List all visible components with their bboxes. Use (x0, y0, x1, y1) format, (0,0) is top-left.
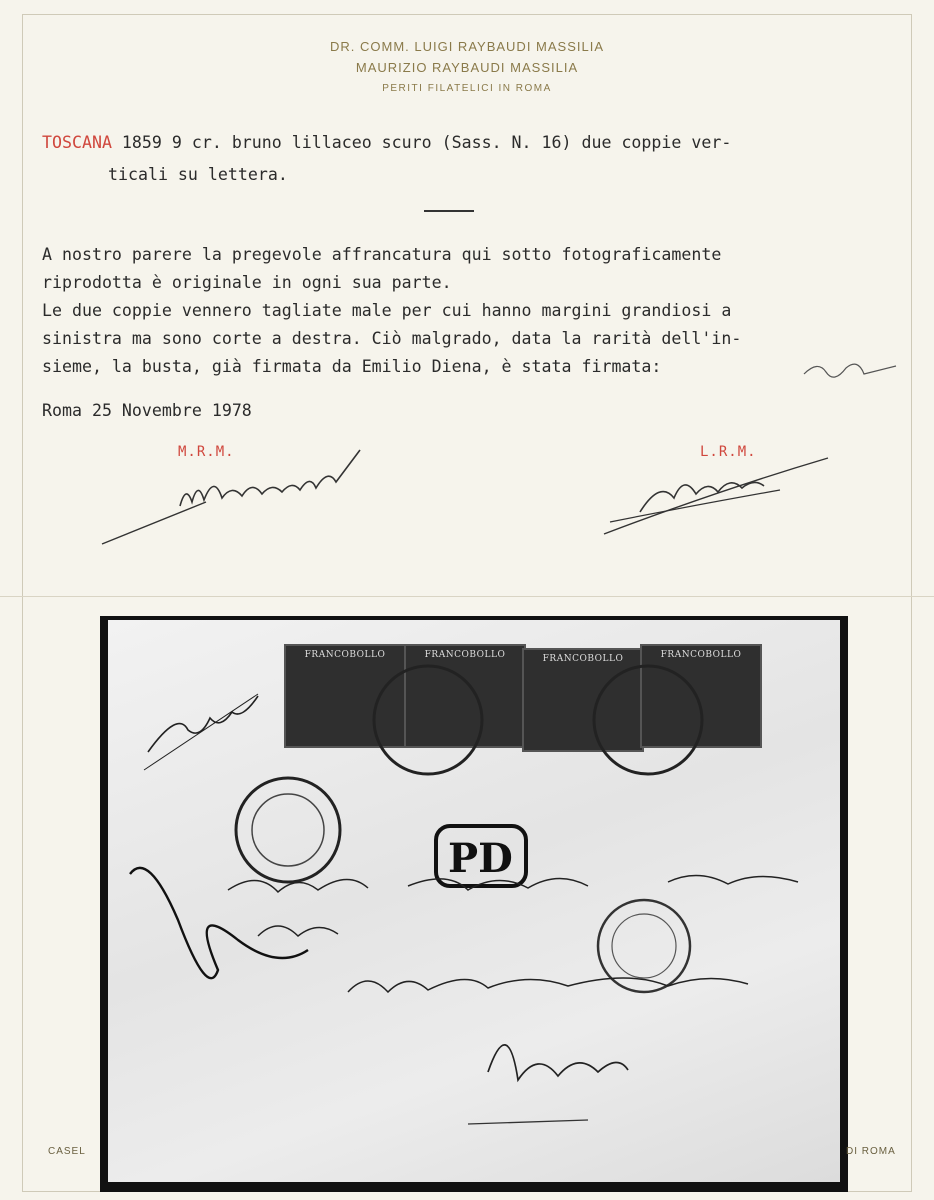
initials-left: M.R.M. (178, 444, 235, 460)
stamp-1-label: FRANCOBOLLO (304, 650, 386, 660)
stamp-3-label: FRANCOBOLLO (542, 654, 624, 664)
footer-left: CASEL (48, 1146, 86, 1157)
pd-mark: PD (448, 835, 513, 882)
signature-right (600, 450, 840, 540)
signature-left (96, 444, 366, 554)
envelope-markings (108, 620, 840, 1182)
body-line-5: sieme, la busta, già firmata da Emilio Diena, è stata firmata: (42, 357, 662, 376)
certificate-header (0, 36, 934, 99)
address-line-2 (258, 926, 338, 936)
address-slash (130, 868, 308, 978)
body-line-4: sinistra ma sono corte a destra. Ciò malgrado, data la rarità dell'in- (42, 329, 742, 348)
place-date: Roma 25 Novembre 1978 (42, 401, 252, 420)
address-line-1 (228, 875, 798, 892)
stamp-2-label: FRANCOBOLLO (424, 650, 506, 660)
address-line-3 (348, 978, 748, 992)
expert-name-2: MAURIZIO RAYBAUDI MASSILIA (355, 60, 579, 75)
expert-title: PERITI FILATELICI IN ROMA (382, 83, 552, 94)
description-line-2: ticali su lettera. (108, 165, 288, 184)
description-line-1 (42, 133, 731, 152)
initials-right: L.R.M. (700, 444, 757, 460)
envelope (108, 620, 840, 1182)
body-line-3: Le due coppie vennero tagliate male per cui hanno margini grandiosi a (42, 301, 732, 320)
body-line-1: A nostro parere la pregevole affrancatura qui sotto fotograficamente (42, 245, 722, 264)
separator-rule (424, 210, 474, 212)
description-rest: 1859 9 cr. bruno lillaceo scuro (Sass. N. 16) due coppie ver- (111, 133, 732, 152)
footer-right: DI ROMA (846, 1146, 896, 1157)
expert-name-1: DR. COMM. LUIGI RAYBAUDI MASSILIA (329, 39, 605, 54)
fold-line (0, 596, 934, 597)
body-line-2: riprodotta è originale in ogni sua parte. (42, 273, 452, 292)
country-label: TOSCANA (42, 133, 112, 152)
inline-signature (800, 352, 900, 382)
postmark-firenze-2 (594, 666, 702, 774)
stamp-4-label: FRANCOBOLLO (660, 650, 742, 660)
address-line-4 (488, 1045, 628, 1080)
postmark-firenze-1 (374, 666, 482, 774)
